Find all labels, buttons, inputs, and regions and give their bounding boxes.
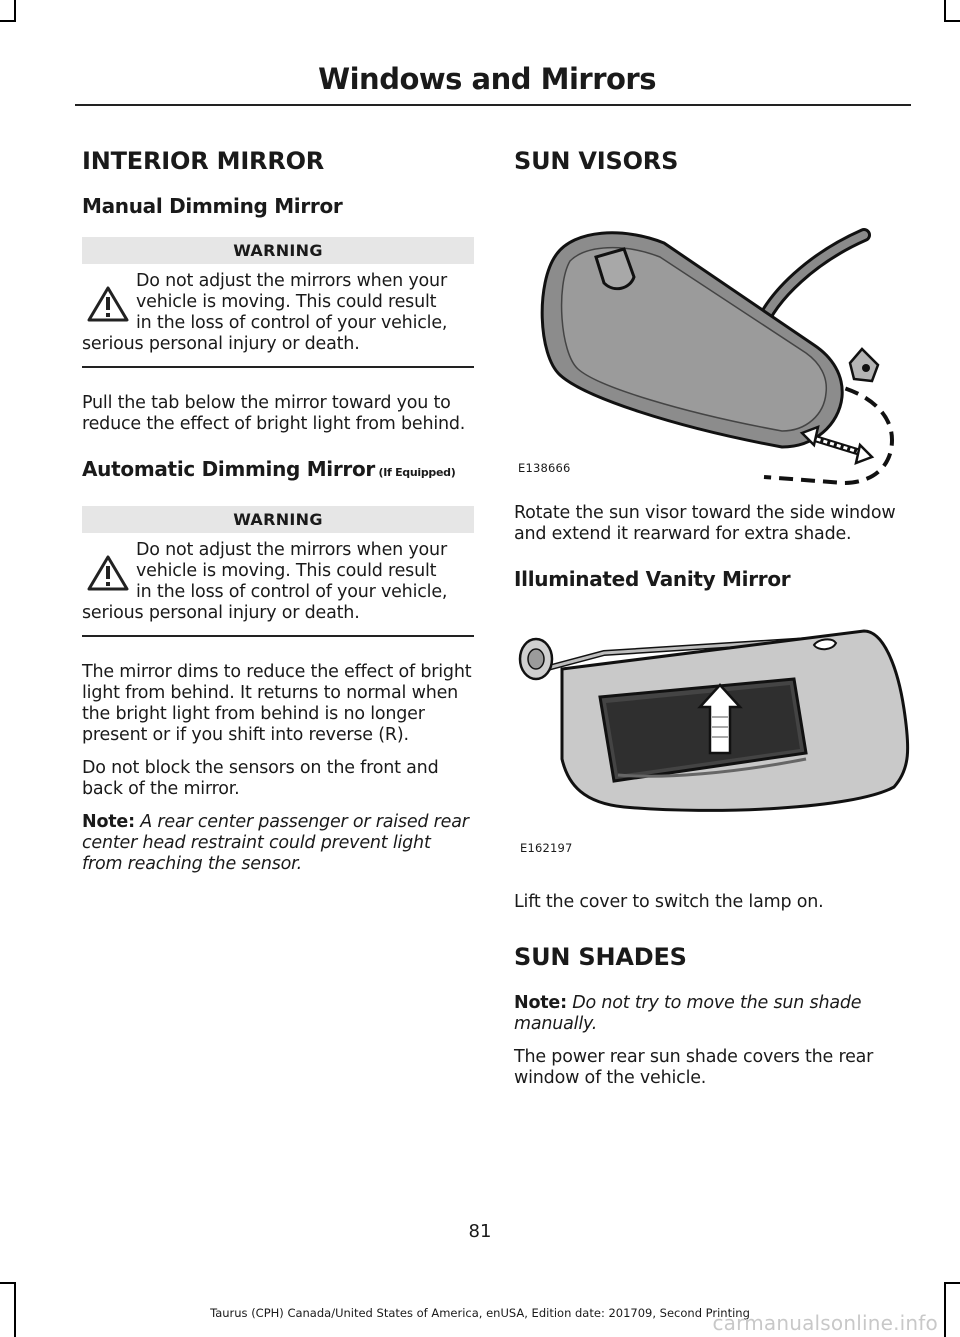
vanity-mirror-text: Lift the cover to switch the lamp on. xyxy=(514,892,824,912)
crop-mark-top-left-h xyxy=(0,20,16,22)
interior-mirror-heading: INTERIOR MIRROR xyxy=(82,147,325,175)
crop-mark-top-left-v xyxy=(14,0,16,22)
warning-divider xyxy=(82,366,474,368)
figure-code: E138666 xyxy=(518,461,571,475)
sun-shade-note: Note: Do not try to move the sun shade manually. xyxy=(514,993,862,1034)
warning-text: Do not adjust the mirrors when your vehicle is moving. This could result in the loss of control of your vehicle, serious personal injury or death. xyxy=(82,540,448,623)
note-paragraph: Note: A rear center passenger or raised rear center head restraint could prevent light from reaching the sensor. xyxy=(82,812,469,874)
sun-shade-text: The power rear sun shade covers the rear window of the vehicle. xyxy=(514,1047,874,1088)
warning-block-automatic xyxy=(82,506,474,637)
automatic-dimming-text: The mirror dims to reduce the effect of bright light from behind. It returns to normal when the bright light from behind is no longer present or if you shift into reverse (R). xyxy=(82,662,472,745)
warning-text: Do not adjust the mirrors when your vehicle is moving. This could result in the loss of control of your vehicle, serious personal injury or death. xyxy=(82,271,448,354)
watermark: carmanualsonline.info xyxy=(712,1311,938,1335)
vanity-mirror-figure xyxy=(514,609,910,889)
sun-shades-heading: SUN SHADES xyxy=(514,943,687,971)
page-title: Windows and Mirrors xyxy=(318,62,656,96)
if-equipped-label: (If Equipped) xyxy=(375,466,456,479)
right-column xyxy=(514,147,910,1089)
warning-triangle-icon xyxy=(86,554,130,592)
warning-block-manual xyxy=(82,237,474,368)
vanity-mirror-illustration xyxy=(514,609,910,869)
note-label: Note: xyxy=(82,812,135,832)
crop-mark-bottom-left-h xyxy=(0,1282,16,1284)
warning-triangle-icon xyxy=(86,285,130,323)
crop-mark-top-right-h xyxy=(944,20,960,22)
footer-text: Taurus (CPH) Canada/United States of America, enUSA, Edition date: 201709, Second Printing xyxy=(210,1306,750,1320)
sun-visors-heading: SUN VISORS xyxy=(514,147,679,175)
sun-visor-illustration xyxy=(514,165,910,485)
crop-mark-top-right-v xyxy=(944,0,946,22)
illuminated-vanity-heading: Illuminated Vanity Mirror xyxy=(514,567,791,591)
automatic-dimming-heading: Automatic Dimming Mirror (If Equipped) xyxy=(82,457,456,481)
warning-divider xyxy=(82,635,474,637)
manual-dimming-text: Pull the tab below the mirror toward you to reduce the effect of bright light from behind. xyxy=(82,393,466,434)
header-divider xyxy=(75,104,911,106)
warning-label: WARNING xyxy=(82,237,474,264)
sensor-text: Do not block the sensors on the front and back of the mirror. xyxy=(82,758,439,799)
figure-code: E162197 xyxy=(520,841,573,855)
manual-dimming-heading: Manual Dimming Mirror xyxy=(82,194,343,218)
note-label: Note: xyxy=(514,993,567,1013)
sun-visor-text: Rotate the sun visor toward the side window and extend it rearward for extra shade. xyxy=(514,503,896,544)
page-number: 81 xyxy=(468,1221,492,1242)
sun-visor-figure xyxy=(514,165,910,485)
warning-label: WARNING xyxy=(82,506,474,533)
left-column xyxy=(82,147,474,875)
crop-mark-bottom-right-h xyxy=(944,1282,960,1284)
